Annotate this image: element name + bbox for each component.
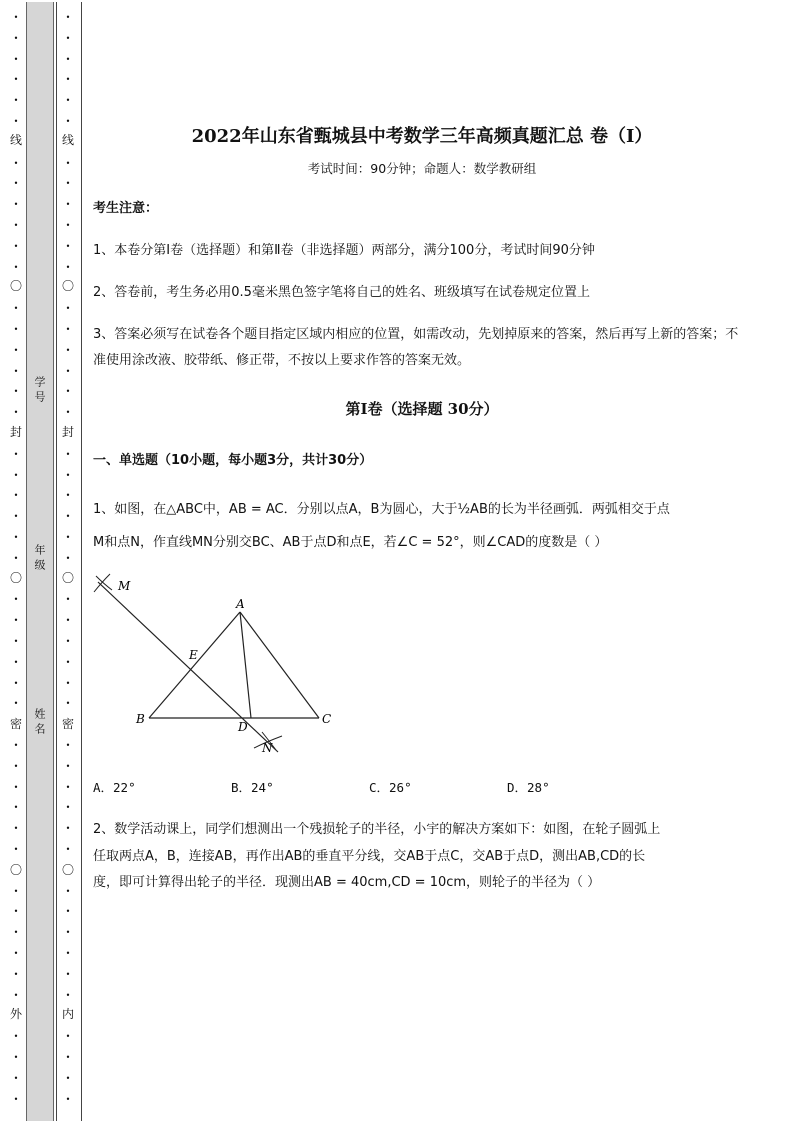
binding-dot: • bbox=[65, 553, 71, 563]
binding-dot: • bbox=[65, 990, 71, 1000]
notice-item: 3、答案必须写在试卷各个题目指定区域内相应的位置，如需改动，先划掉原来的答案，然后再写上新的答案；不准使用涂改液、胶带纸、修正带，不按以上要求作答的答案无效。 bbox=[93, 327, 739, 368]
binding-mark: 〇 bbox=[61, 863, 74, 877]
binding-mark: 〇 bbox=[9, 863, 22, 877]
option-c[interactable]: C．26° bbox=[369, 780, 412, 795]
point-label-b: B bbox=[136, 712, 145, 726]
option-b[interactable]: B．24° bbox=[231, 780, 274, 795]
inner-dotted-line bbox=[58, 0, 78, 1123]
binding-dot: • bbox=[65, 512, 71, 522]
field-grade[interactable] bbox=[26, 544, 52, 578]
binding-dot: • bbox=[65, 949, 71, 958]
binding-dot: • bbox=[13, 512, 19, 522]
binding-mark: 内 bbox=[61, 1007, 74, 1021]
binding-dot: • bbox=[65, 325, 71, 334]
page-title: 2022年山东省甄城县中考数学三年高频真题汇总 卷（Ⅰ） bbox=[191, 126, 653, 147]
question-2-line: 任取两点A，B，连接AB，再作出AB的垂直平分线，交AB于点C，交AB于点D，测出AB,CD的长 bbox=[93, 849, 646, 864]
binding-dot: • bbox=[13, 179, 19, 189]
binding-dot: • bbox=[65, 699, 71, 709]
binding-dot: • bbox=[65, 533, 71, 542]
binding-dot: • bbox=[65, 928, 71, 938]
side-ac bbox=[240, 612, 319, 718]
binding-dot: • bbox=[13, 928, 19, 938]
binding-mark: 〇 bbox=[61, 571, 74, 585]
page-subtitle: 考试时间：90分钟；命题人：数学教研组 bbox=[307, 161, 537, 176]
binding-dot: • bbox=[65, 1073, 71, 1083]
binding-dot: • bbox=[13, 449, 19, 459]
binding-dot: • bbox=[13, 595, 19, 605]
binding-dot: • bbox=[13, 782, 19, 792]
binding-dot: • bbox=[65, 221, 71, 230]
binding-dot: • bbox=[65, 1053, 71, 1062]
notice-item: 1、本卷分第Ⅰ卷（选择题）和第Ⅱ卷（非选择题）两部分，满分100分，考试时间90分钟 bbox=[93, 243, 595, 258]
binding-dot: • bbox=[13, 678, 19, 688]
binding-mark: 〇 bbox=[61, 279, 74, 293]
binding-dot: • bbox=[65, 824, 71, 834]
binding-dot: • bbox=[13, 13, 19, 22]
line-mn bbox=[98, 582, 278, 752]
binding-margin bbox=[0, 0, 84, 1123]
binding-dot: • bbox=[13, 907, 19, 917]
binding-mark: 封 bbox=[9, 425, 22, 439]
binding-dot: • bbox=[65, 117, 71, 126]
notice-heading: 考生注意： bbox=[93, 201, 159, 216]
binding-dot: • bbox=[65, 449, 71, 459]
binding-dot: • bbox=[13, 637, 19, 646]
binding-dot: • bbox=[13, 325, 19, 334]
binding-dot: • bbox=[65, 262, 71, 272]
question-2-line: 2、数学活动课上，同学们想测出一个残损轮子的半径，小宇的解决方案如下：如图，在轮子圆弧上 bbox=[93, 822, 661, 837]
binding-dot: • bbox=[65, 678, 71, 688]
binding-dot: • bbox=[65, 54, 71, 64]
binding-mark: 线 bbox=[61, 133, 74, 147]
binding-mark: 〇 bbox=[9, 571, 22, 585]
binding-dot: • bbox=[13, 949, 19, 958]
binding-dot: • bbox=[13, 96, 19, 106]
point-label-a: A bbox=[236, 597, 245, 611]
binding-dot: • bbox=[65, 782, 71, 792]
question-1-figure bbox=[90, 570, 350, 770]
binding-mark: 密 bbox=[61, 717, 74, 731]
binding-dot: • bbox=[65, 616, 71, 626]
point-label-e: E bbox=[189, 648, 198, 662]
binding-dot: • bbox=[13, 616, 19, 626]
binding-mark: 外 bbox=[9, 1007, 22, 1021]
binding-dot: • bbox=[65, 907, 71, 917]
binding-dot: • bbox=[13, 969, 19, 979]
binding-dot: • bbox=[13, 1032, 19, 1042]
binding-dot: • bbox=[13, 845, 19, 854]
option-d[interactable]: D．28° bbox=[507, 780, 550, 795]
binding-dot: • bbox=[13, 886, 19, 896]
question-1-line: 1、如图，在△ABC中，AB = AC．分别以点A，B为圆心，大于½AB的长为半径画弧．两弧相交于点 bbox=[93, 502, 670, 517]
binding-dot: • bbox=[65, 595, 71, 605]
binding-dot: • bbox=[65, 158, 71, 168]
binding-dot: • bbox=[13, 699, 19, 709]
binding-dot: • bbox=[65, 345, 71, 355]
side-ab bbox=[149, 612, 240, 718]
binding-dot: • bbox=[13, 1053, 19, 1062]
binding-dot: • bbox=[13, 54, 19, 64]
binding-dot: • bbox=[65, 75, 71, 85]
binding-dot: • bbox=[13, 990, 19, 1000]
question-1-line: M和点N，作直线MN分别交BC、AB于点D和点E，若∠C = 52°，则∠CAD的度数是（ ） bbox=[93, 535, 608, 550]
binding-dot: • bbox=[13, 262, 19, 272]
binding-dot: • bbox=[13, 1094, 19, 1104]
binding-dot: • bbox=[13, 75, 19, 85]
point-label-c: C bbox=[322, 712, 332, 726]
section-title: 第Ⅰ卷（选择题 30分） bbox=[345, 400, 499, 418]
binding-dot: • bbox=[65, 387, 71, 397]
field-grade-label: 年级 bbox=[33, 544, 46, 574]
option-a[interactable]: A．22° bbox=[93, 780, 136, 795]
binding-dot: • bbox=[13, 408, 19, 418]
binding-dot: • bbox=[13, 241, 19, 251]
binding-dot: • bbox=[13, 761, 19, 771]
field-student-id[interactable] bbox=[26, 376, 52, 410]
binding-dot: • bbox=[13, 657, 19, 667]
binding-dot: • bbox=[13, 200, 19, 210]
field-name-label: 姓名 bbox=[33, 708, 46, 738]
binding-dot: • bbox=[13, 387, 19, 397]
binding-dot: • bbox=[65, 969, 71, 979]
binding-dot: • bbox=[13, 117, 19, 126]
outer-dotted-line bbox=[6, 0, 26, 1123]
binding-dot: • bbox=[13, 491, 19, 501]
binding-dot: • bbox=[65, 366, 71, 376]
binding-dot: • bbox=[13, 221, 19, 230]
binding-dot: • bbox=[65, 408, 71, 418]
point-label-d: D bbox=[238, 720, 248, 734]
binding-dot: • bbox=[13, 533, 19, 542]
binding-dot: • bbox=[65, 886, 71, 896]
binding-mark: 封 bbox=[61, 425, 74, 439]
field-name[interactable] bbox=[26, 708, 52, 742]
binding-dot: • bbox=[13, 824, 19, 834]
binding-dot: • bbox=[65, 470, 71, 480]
field-student-id-label: 学号 bbox=[33, 376, 46, 406]
binding-dot: • bbox=[65, 179, 71, 189]
binding-dot: • bbox=[65, 741, 71, 750]
point-label-m: M bbox=[118, 579, 131, 593]
binding-dot: • bbox=[65, 33, 71, 43]
binding-dot: • bbox=[65, 845, 71, 854]
binding-dot: • bbox=[65, 96, 71, 106]
point-label-n: N bbox=[262, 741, 273, 755]
binding-dot: • bbox=[13, 366, 19, 376]
binding-dot: • bbox=[13, 803, 19, 813]
binding-dot: • bbox=[13, 158, 19, 168]
binding-dot: • bbox=[65, 761, 71, 771]
binding-dot: • bbox=[13, 470, 19, 480]
binding-dot: • bbox=[13, 741, 19, 750]
binding-dot: • bbox=[13, 1073, 19, 1083]
binding-dot: • bbox=[65, 200, 71, 210]
question-2-line: 度，即可计算得出轮子的半径．现测出AB = 40cm,CD = 10cm，则轮子的半径为（ ） bbox=[93, 875, 601, 890]
notice-item: 2、答卷前，考生务必用0.5毫米黑色签字笔将自己的姓名、班级填写在试卷规定位置上 bbox=[93, 285, 590, 300]
binding-dot: • bbox=[13, 345, 19, 355]
binding-dot: • bbox=[65, 1094, 71, 1104]
binding-dot: • bbox=[65, 1032, 71, 1042]
binding-mark: 〇 bbox=[9, 279, 22, 293]
binding-mark: 密 bbox=[9, 717, 22, 731]
binding-dot: • bbox=[13, 553, 19, 563]
binding-dot: • bbox=[13, 33, 19, 43]
binding-dot: • bbox=[65, 491, 71, 501]
binding-dot: • bbox=[65, 657, 71, 667]
binding-mark: 线 bbox=[9, 133, 22, 147]
binding-dot: • bbox=[65, 13, 71, 22]
segment-ad bbox=[240, 612, 251, 718]
binding-dot: • bbox=[65, 304, 71, 314]
binding-dot: • bbox=[13, 304, 19, 314]
binding-dot: • bbox=[65, 803, 71, 813]
binding-dot: • bbox=[65, 637, 71, 646]
section-part-heading: 一、单选题（10小题，每小题3分，共计30分） bbox=[93, 453, 373, 468]
binding-dot: • bbox=[65, 241, 71, 251]
